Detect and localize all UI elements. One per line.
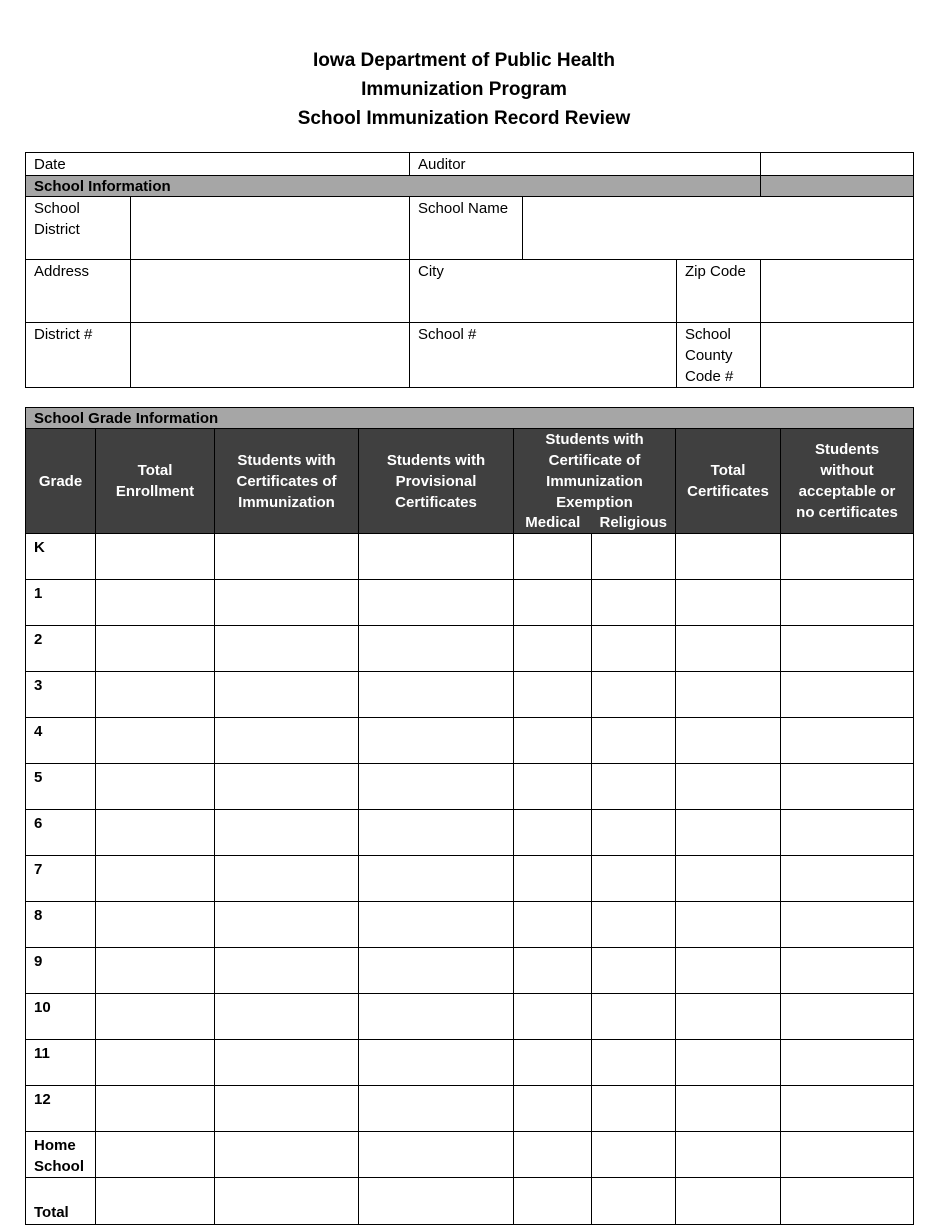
certificates-cell[interactable]	[215, 764, 359, 810]
without-certificates-cell[interactable]	[781, 994, 914, 1040]
medical-cell[interactable]	[514, 1040, 592, 1086]
grade-label: 11	[26, 1040, 96, 1086]
provisional-cell[interactable]	[359, 764, 514, 810]
religious-cell[interactable]	[592, 580, 676, 626]
col-grade: Grade	[26, 429, 96, 534]
col-students-without-certificates: Students without acceptable or no certificates	[781, 429, 914, 534]
total-certificates-cell[interactable]	[676, 902, 781, 948]
school-name-label: School Name	[410, 197, 523, 260]
certificates-cell[interactable]	[215, 626, 359, 672]
religious-cell[interactable]	[592, 948, 676, 994]
grade-row-11	[26, 1040, 914, 1086]
document-title	[0, 46, 928, 133]
col-certificates-of-immunization: Students with Certificates of Immunization	[215, 429, 359, 534]
provisional-cell[interactable]	[359, 902, 514, 948]
without-certificates-cell[interactable]	[781, 672, 914, 718]
total-certificates-cell[interactable]	[676, 672, 781, 718]
without-certificates-cell[interactable]	[781, 1132, 914, 1178]
religious-cell[interactable]	[592, 902, 676, 948]
grade-row-1	[26, 580, 914, 626]
total-enrollment-cell[interactable]	[96, 626, 215, 672]
zip-code-input[interactable]	[761, 260, 914, 323]
religious-cell[interactable]	[592, 534, 676, 580]
total-enrollment-cell[interactable]	[96, 902, 215, 948]
total-enrollment-cell[interactable]	[96, 1132, 215, 1178]
col-religious: Religious	[592, 513, 676, 534]
total-enrollment-cell[interactable]	[96, 1040, 215, 1086]
total-enrollment-cell[interactable]	[96, 856, 215, 902]
total-enrollment-cell[interactable]	[96, 764, 215, 810]
grade-row-9	[26, 948, 914, 994]
district-number-label: District #	[26, 323, 131, 388]
grade-label: K	[26, 534, 96, 580]
title-line-3: School Immunization Record Review	[297, 108, 631, 129]
total-certificates-cell[interactable]	[676, 580, 781, 626]
address-input[interactable]	[131, 260, 410, 323]
school-district-input[interactable]	[131, 197, 410, 260]
grade-label: 5	[26, 764, 96, 810]
grade-row-5	[26, 764, 914, 810]
medical-cell[interactable]	[514, 626, 592, 672]
grade-label: 4	[26, 718, 96, 764]
grade-label: 1	[26, 580, 96, 626]
school-information-heading-end	[761, 176, 914, 197]
without-certificates-cell[interactable]	[781, 948, 914, 994]
certificates-cell[interactable]	[215, 672, 359, 718]
provisional-cell[interactable]	[359, 810, 514, 856]
certificates-cell[interactable]	[215, 580, 359, 626]
provisional-cell[interactable]	[359, 718, 514, 764]
medical-cell[interactable]	[514, 718, 592, 764]
grade-label: 8	[26, 902, 96, 948]
without-certificates-cell[interactable]	[781, 1086, 914, 1132]
school-information-heading: School Information	[26, 176, 761, 197]
without-certificates-cell[interactable]	[781, 1178, 914, 1225]
county-code-label: School County Code #	[677, 323, 761, 388]
certificates-cell[interactable]	[215, 810, 359, 856]
provisional-cell[interactable]	[359, 948, 514, 994]
grade-row-12	[26, 1086, 914, 1132]
auditor-label: Auditor	[418, 156, 466, 173]
grade-label: 9	[26, 948, 96, 994]
city-field[interactable]	[410, 260, 677, 323]
school-number-field[interactable]	[410, 323, 677, 388]
grade-label: Home School	[26, 1132, 96, 1178]
total-certificates-cell[interactable]	[676, 994, 781, 1040]
medical-cell[interactable]	[514, 902, 592, 948]
provisional-cell[interactable]	[359, 856, 514, 902]
certificates-cell[interactable]	[215, 856, 359, 902]
medical-cell[interactable]	[514, 856, 592, 902]
total-enrollment-cell[interactable]	[96, 948, 215, 994]
religious-cell[interactable]	[592, 1132, 676, 1178]
medical-cell[interactable]	[514, 764, 592, 810]
date-label: Date	[34, 156, 66, 173]
religious-cell[interactable]	[592, 994, 676, 1040]
total-enrollment-cell[interactable]	[96, 672, 215, 718]
total-certificates-cell[interactable]	[676, 718, 781, 764]
provisional-cell[interactable]	[359, 626, 514, 672]
grade-row-k	[26, 534, 914, 580]
grade-row-6	[26, 810, 914, 856]
medical-cell[interactable]	[514, 1086, 592, 1132]
grade-row-7	[26, 856, 914, 902]
title-line-1: Iowa Department of Public Health	[313, 50, 615, 71]
grade-label: 6	[26, 810, 96, 856]
religious-cell[interactable]	[592, 626, 676, 672]
grade-label: 2	[26, 626, 96, 672]
school-information-table	[25, 152, 914, 388]
medical-cell[interactable]	[514, 948, 592, 994]
provisional-cell[interactable]	[359, 534, 514, 580]
total-certificates-cell[interactable]	[676, 810, 781, 856]
district-number-input[interactable]	[131, 323, 410, 388]
medical-cell[interactable]	[514, 672, 592, 718]
total-enrollment-cell[interactable]	[96, 994, 215, 1040]
total-enrollment-cell[interactable]	[96, 580, 215, 626]
without-certificates-cell[interactable]	[781, 902, 914, 948]
grade-row-2	[26, 626, 914, 672]
grade-label: 12	[26, 1086, 96, 1132]
certificates-cell[interactable]	[215, 1178, 359, 1225]
col-provisional-certificates: Students with Provisional Certificates	[359, 429, 514, 534]
medical-cell[interactable]	[514, 534, 592, 580]
grade-row-8	[26, 902, 914, 948]
auditor-field[interactable]	[410, 153, 761, 176]
grade-label: 10	[26, 994, 96, 1040]
medical-cell[interactable]	[514, 810, 592, 856]
school-district-label: School District	[26, 197, 131, 260]
certificates-cell[interactable]	[215, 718, 359, 764]
medical-cell[interactable]	[514, 994, 592, 1040]
grade-row-total	[26, 1178, 914, 1225]
date-field[interactable]	[26, 153, 410, 176]
total-certificates-cell[interactable]	[676, 764, 781, 810]
col-total-enrollment: Total Enrollment	[96, 429, 215, 534]
grade-row-4	[26, 718, 914, 764]
grade-row-3	[26, 672, 914, 718]
grade-row-home-school	[26, 1132, 914, 1178]
school-grade-table	[25, 407, 914, 1225]
certificates-cell[interactable]	[215, 948, 359, 994]
certificates-cell[interactable]	[215, 1086, 359, 1132]
religious-cell[interactable]	[592, 718, 676, 764]
provisional-cell[interactable]	[359, 1178, 514, 1225]
without-certificates-cell[interactable]	[781, 534, 914, 580]
certificates-cell[interactable]	[215, 534, 359, 580]
col-total-certificates: Total Certificates	[676, 429, 781, 534]
certificates-cell[interactable]	[215, 1132, 359, 1178]
school-number-label: School #	[418, 326, 477, 343]
certificates-cell[interactable]	[215, 902, 359, 948]
without-certificates-cell[interactable]	[781, 810, 914, 856]
county-code-input[interactable]	[761, 323, 914, 388]
total-certificates-cell[interactable]	[676, 948, 781, 994]
without-certificates-cell[interactable]	[781, 580, 914, 626]
provisional-cell[interactable]	[359, 1132, 514, 1178]
grade-label: 7	[26, 856, 96, 902]
total-enrollment-cell[interactable]	[96, 534, 215, 580]
provisional-cell[interactable]	[359, 1086, 514, 1132]
religious-cell[interactable]	[592, 764, 676, 810]
total-certificates-cell[interactable]	[676, 534, 781, 580]
total-certificates-cell[interactable]	[676, 1086, 781, 1132]
certificates-cell[interactable]	[215, 1040, 359, 1086]
religious-cell[interactable]	[592, 672, 676, 718]
without-certificates-cell[interactable]	[781, 718, 914, 764]
address-label: Address	[26, 260, 131, 323]
col-exemption-group: Students with Certificate of Immunization Exemption	[514, 429, 676, 514]
provisional-cell[interactable]	[359, 580, 514, 626]
without-certificates-cell[interactable]	[781, 626, 914, 672]
without-certificates-cell[interactable]	[781, 764, 914, 810]
total-enrollment-cell[interactable]	[96, 1086, 215, 1132]
without-certificates-cell[interactable]	[781, 1040, 914, 1086]
total-certificates-cell[interactable]	[676, 626, 781, 672]
grade-label: Total	[26, 1178, 96, 1225]
total-certificates-cell[interactable]	[676, 1040, 781, 1086]
religious-cell[interactable]	[592, 1086, 676, 1132]
total-certificates-cell[interactable]	[676, 1132, 781, 1178]
school-grade-information-heading: School Grade Information	[26, 408, 914, 429]
provisional-cell[interactable]	[359, 1040, 514, 1086]
certificates-cell[interactable]	[215, 994, 359, 1040]
medical-cell[interactable]	[514, 580, 592, 626]
without-certificates-cell[interactable]	[781, 856, 914, 902]
provisional-cell[interactable]	[359, 672, 514, 718]
grade-row-10	[26, 994, 914, 1040]
title-line-2: Immunization Program	[361, 79, 567, 100]
grade-label: 3	[26, 672, 96, 718]
city-label: City	[418, 263, 444, 280]
col-medical: Medical	[514, 513, 592, 534]
auditor-extra-cell[interactable]	[761, 153, 914, 176]
total-enrollment-cell[interactable]	[96, 1178, 215, 1225]
religious-cell[interactable]	[592, 1040, 676, 1086]
school-name-input[interactable]	[523, 197, 914, 260]
medical-cell[interactable]	[514, 1132, 592, 1178]
medical-cell[interactable]	[514, 1178, 592, 1225]
religious-cell[interactable]	[592, 810, 676, 856]
provisional-cell[interactable]	[359, 994, 514, 1040]
total-certificates-cell[interactable]	[676, 856, 781, 902]
total-enrollment-cell[interactable]	[96, 810, 215, 856]
total-certificates-cell[interactable]	[676, 1178, 781, 1225]
religious-cell[interactable]	[592, 1178, 676, 1225]
total-enrollment-cell[interactable]	[96, 718, 215, 764]
religious-cell[interactable]	[592, 856, 676, 902]
zip-code-label: Zip Code	[677, 260, 761, 323]
